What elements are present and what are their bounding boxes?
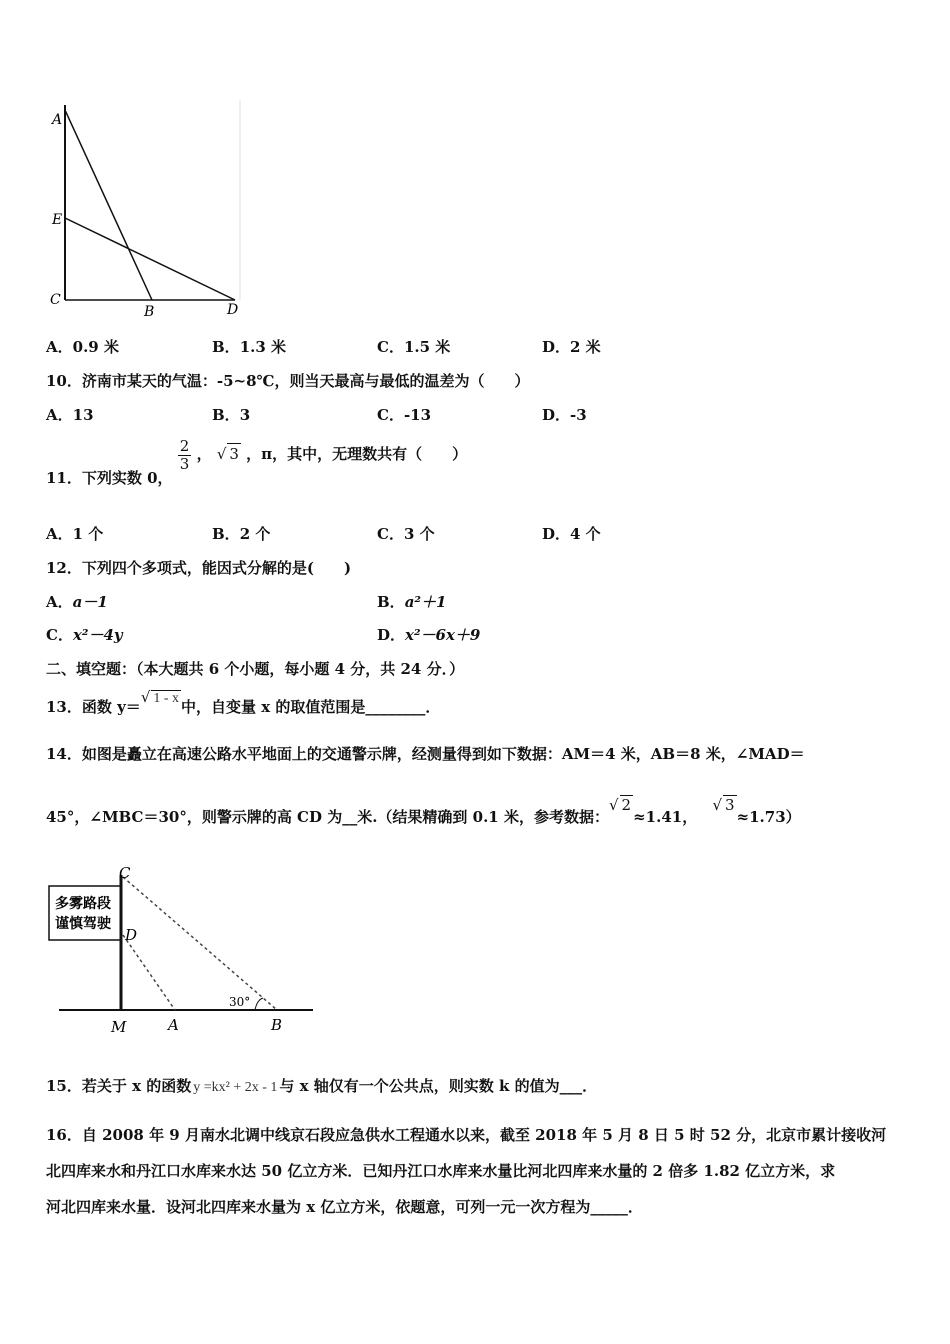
q9-option-b[interactable]: B．1.3 米 — [212, 338, 287, 356]
q9-option-d[interactable]: D．2 米 — [542, 338, 601, 356]
q11-option-d[interactable]: D．4 个 — [542, 525, 601, 543]
figure-warning-sign — [45, 860, 325, 1040]
section-title-fill-in: 二、填空题：（本大题共 6 个小题，每小题 4 分，共 24 分．） — [46, 660, 465, 678]
q11-stem: 11．下列实数 0， $\frac{2}{3}$ ， √ 3 ，π，其中，无理数共有（ ） — [46, 437, 468, 487]
q15-stem: 15．若关于 x 的函数 y =kx² + 2x - 1 与 x 轴仅有一个公共点，则实数 k 的值为___． — [46, 1077, 598, 1095]
label-c: C — [50, 292, 61, 308]
q10-option-d[interactable]: D．-3 — [542, 406, 587, 424]
sqrt-three-ref: √ 3 — [712, 796, 735, 814]
q12-option-c[interactable]: C．x²－4y — [46, 626, 123, 644]
sign-text-line1: 多雾路段 — [55, 896, 111, 912]
line-da — [123, 935, 175, 1010]
label-a2: A — [168, 1016, 179, 1034]
sqrt-two: √ 2 — [608, 796, 632, 814]
label-b: B — [144, 304, 155, 320]
q14-line2: 45°，∠MBC＝30°，则警示牌的高 CD 为__米.（结果精确到 0.1 米，参考数据：√ 2≈1.41， √ 3≈1.73） — [46, 796, 801, 826]
figure-line-ed — [65, 218, 235, 300]
sign-text-line2: 谨慎驾驶 — [55, 916, 111, 932]
q10-stem: 10．济南市某天的气温：-5~8℃，则当天最高与最低的温差为（ ） — [46, 372, 530, 390]
q10-option-b[interactable]: B．3 — [212, 406, 251, 424]
q12-stem: 12．下列四个多项式，能因式分解的是( ) — [46, 559, 352, 577]
q13-stem: 13．函数 y＝√ 1 - x 中，自变量 x 的取值范围是________． — [46, 688, 441, 716]
q16-line3: 河北四库来水量．设河北四库来水量为 x 亿立方米，依题意，可列一元一次方程为_____． — [46, 1198, 643, 1216]
line-cb — [123, 877, 277, 1010]
label-e: E — [52, 212, 63, 228]
q11-option-b[interactable]: B．2 个 — [212, 525, 271, 543]
q11-option-c[interactable]: C．3 个 — [377, 525, 435, 543]
q14-line1: 14．如图是矗立在高速公路水平地面上的交通警示牌，经测量得到如下数据：AM＝4 米，AB＝8 米，∠MAD＝ — [46, 745, 805, 763]
q12-option-b[interactable]: B．a²＋1 — [377, 593, 447, 611]
label-d: D — [227, 302, 239, 318]
q15-formula: y =kx² + 2x - 1 — [193, 1080, 278, 1095]
figure-line-ab — [65, 110, 152, 300]
label-d2: D — [125, 926, 138, 944]
label-b2: B — [271, 1016, 283, 1034]
angle-arc — [255, 998, 263, 1010]
q10-option-c[interactable]: C．-13 — [377, 406, 432, 424]
q9-option-a[interactable]: A．0.9 米 — [46, 338, 119, 356]
sqrt-one-minus-x: √ 1 - x — [140, 688, 180, 706]
q9-option-c[interactable]: C．1.5 米 — [377, 338, 451, 356]
label-m: M — [111, 1018, 127, 1036]
q11-option-a[interactable]: A．1 个 — [46, 525, 104, 543]
figure-triangle — [40, 100, 260, 325]
q16-line2: 北四库来水和丹江口水库来水达 50 亿立方米．已知丹江口水库来水量比河北四库来水量的 2 倍多 1.82 亿立方米，求 — [46, 1162, 836, 1180]
q10-option-a[interactable]: A．13 — [46, 406, 94, 424]
q16-line1: 16．自 2008 年 9 月南水北调中线京石段应急供水工程通水以来，截至 2018 年 5 月 8 日 5 时 52 分，北京市累计接收河 — [46, 1126, 887, 1144]
angle-label: 30° — [229, 995, 251, 1009]
q12-option-d[interactable]: D．x²－6x＋9 — [377, 626, 481, 644]
label-c2: C — [119, 864, 131, 882]
sqrt-three: √ 3 — [216, 445, 239, 463]
label-a: A — [52, 112, 63, 128]
q12-option-a[interactable]: A．a－1 — [46, 593, 108, 611]
fraction-two-thirds: $\frac{2}{3}$ — [179, 437, 190, 473]
